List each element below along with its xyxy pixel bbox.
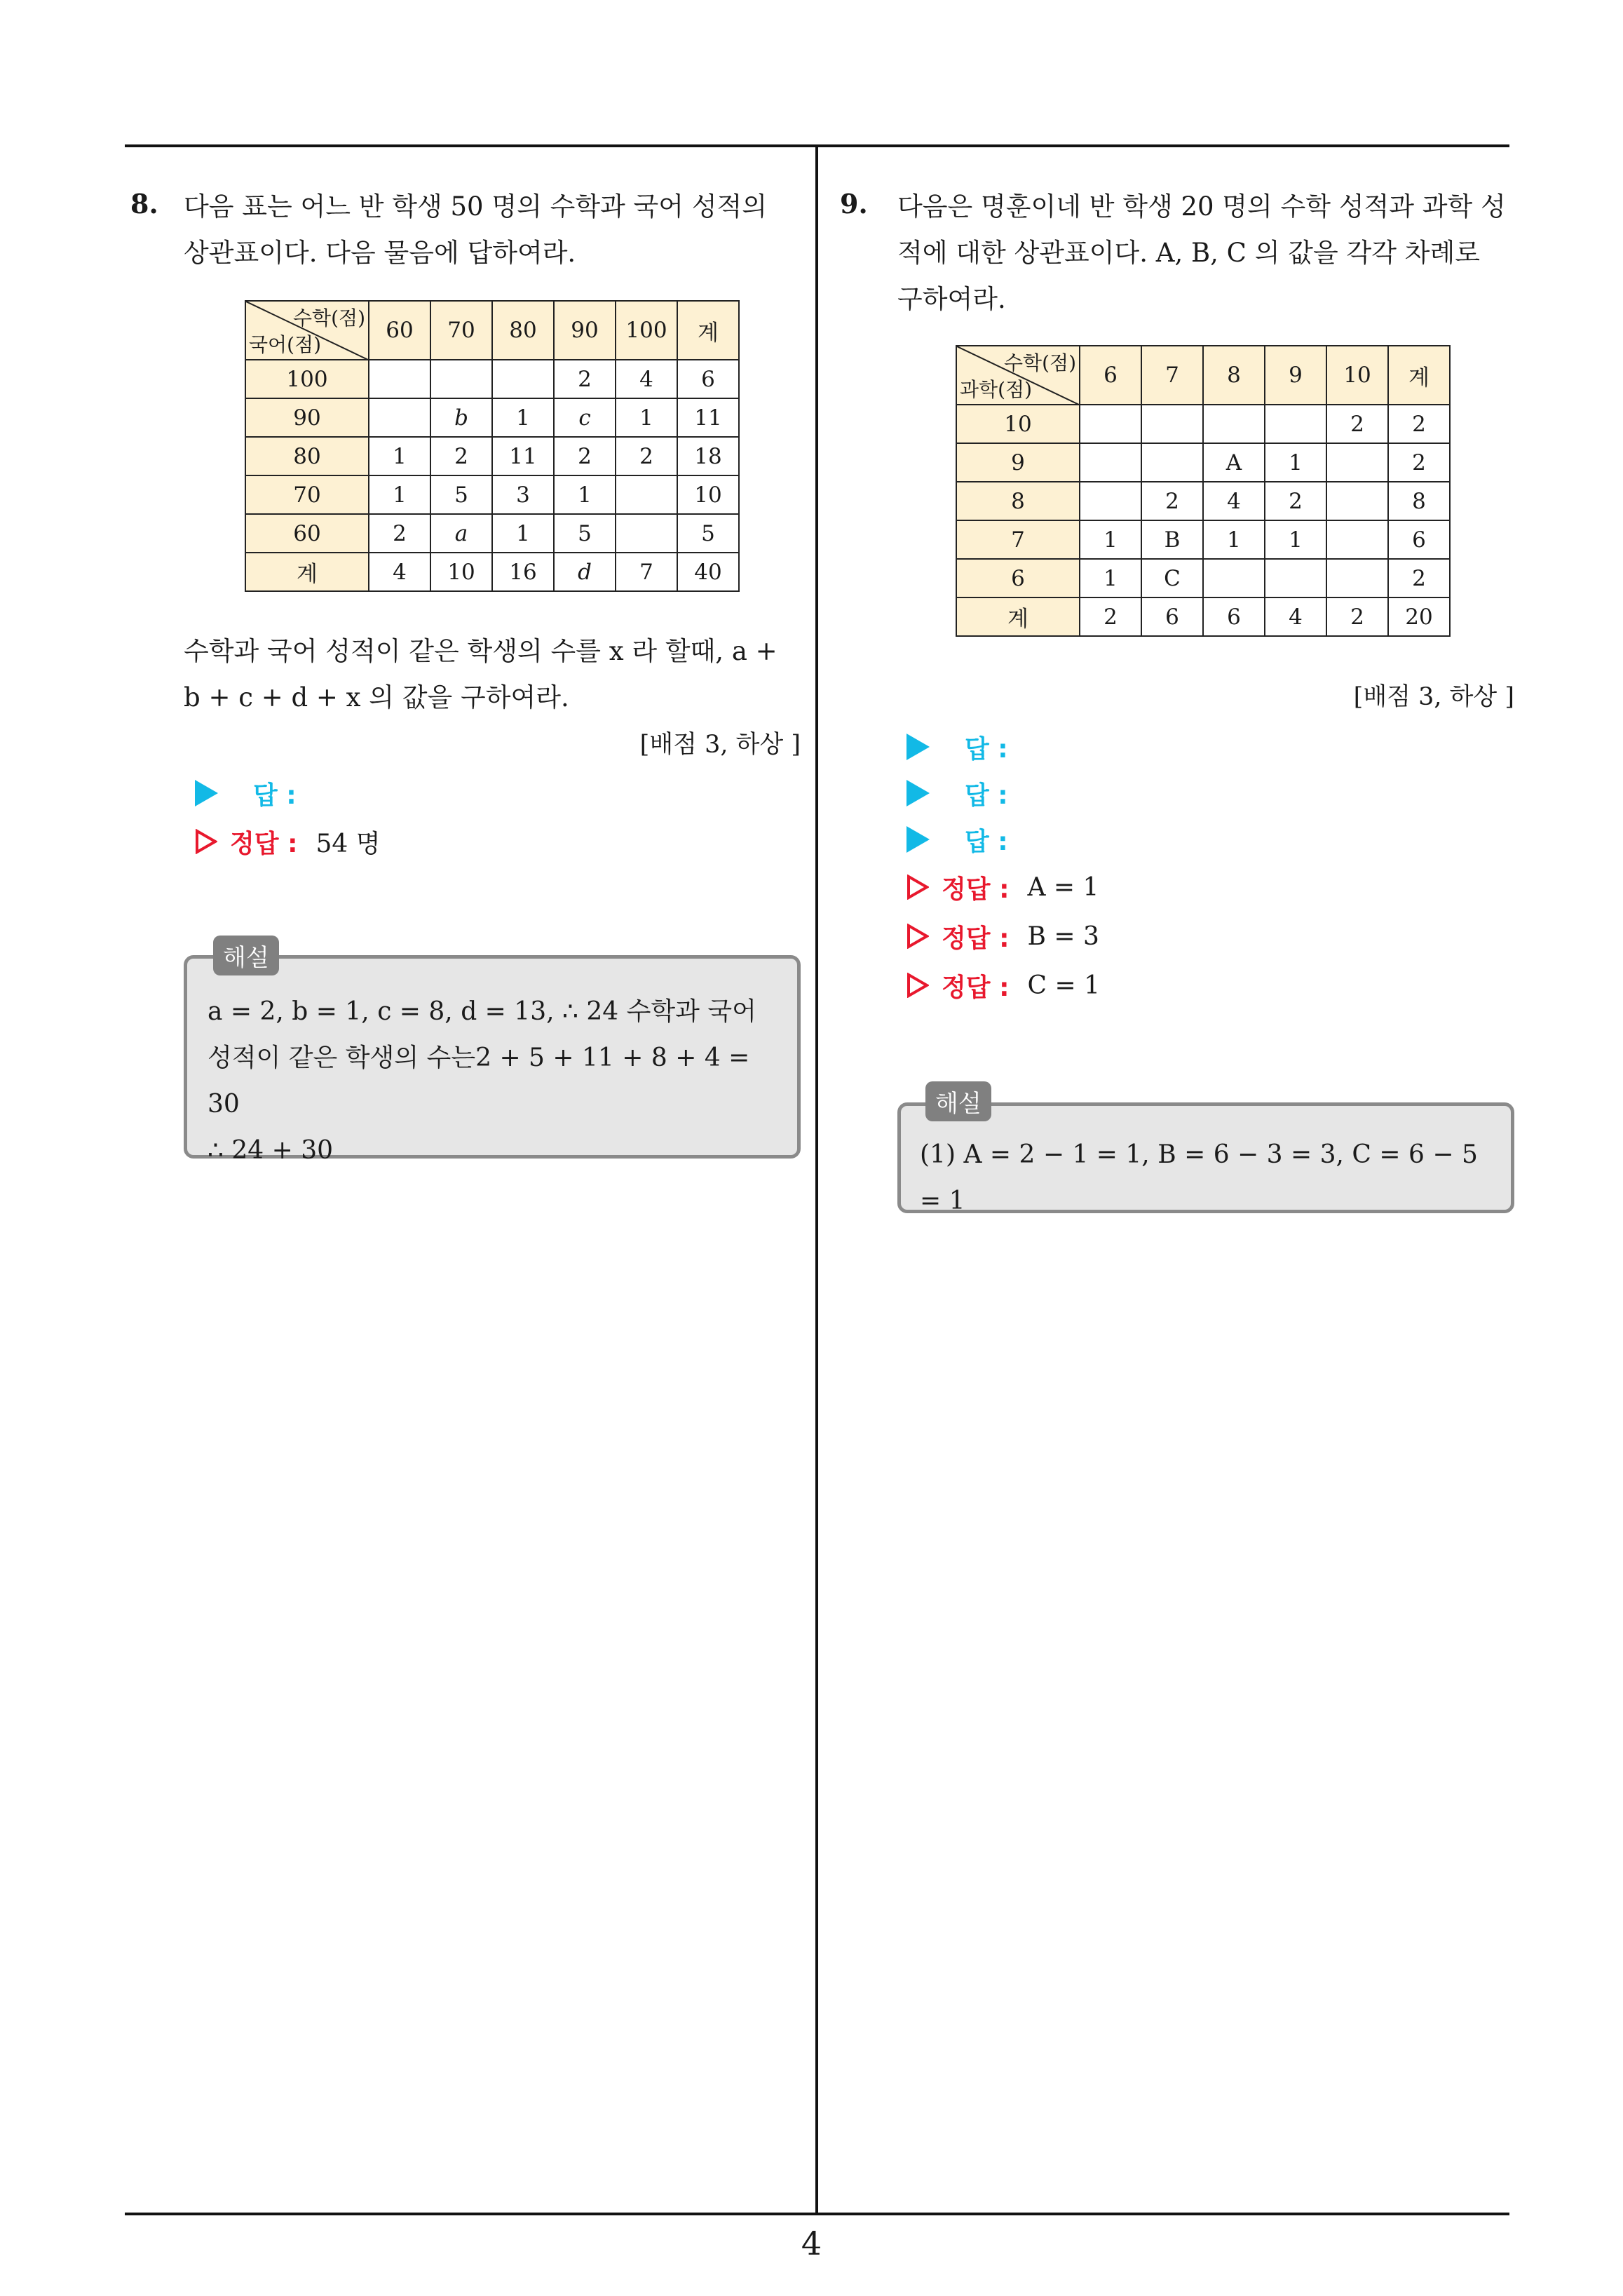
q8-col-header: 80 [492,301,554,360]
q9-table-cell: 2 [1388,443,1450,482]
q9-table-cell: 1 [1265,520,1326,559]
q8-table-cell: 2 [554,437,616,475]
q9-corner-bottom-label: 과학(점) [960,378,1032,401]
q9-table-cell: B [1141,520,1203,559]
q9-table-cell [1326,443,1388,482]
q9-correct-label: 정답 : [942,874,1010,904]
q8-table-cell: 6 [677,360,739,398]
outline-triangle-icon [195,829,217,854]
q9-col-header: 10 [1326,346,1388,405]
q9-correct-answer-line-3 [906,966,1100,1005]
q8-solution-line1: a = 2, b = 1, c = 8, d = 13, ∴ 24 수학과 국어 [208,997,756,1026]
q9-solution-line1: (1) A = 2 − 1 = 1, B = 6 − 3 = 3, C = 6 − 5 = 1 [920,1140,1478,1215]
q9-col-header: 7 [1141,346,1203,405]
q9-correlation-table [956,345,1451,637]
q8-table-cell [616,514,677,553]
q8-col-header: 계 [677,301,739,360]
q9-table-cell: 6 [1203,597,1265,636]
q8-row-header: 계 [245,553,369,591]
q9-correct-value: A = 1 [1027,872,1099,902]
q9-table-cell: 2 [1326,405,1388,443]
q9-stem-line1: 다음은 명훈이네 반 학생 20 명의 수학 성적과 과학 성 [897,191,1506,222]
q8-table-cell: 7 [616,553,677,591]
q8-answer-line [195,774,297,813]
q9-correct-value: C = 1 [1027,971,1100,1000]
q9-table-cell [1080,443,1141,482]
q8-table-cell: 1 [369,475,430,514]
q9-col-header: 8 [1203,346,1265,405]
q8-row-header: 90 [245,398,369,437]
q9-table-cell [1080,482,1141,520]
q8-col-header: 70 [430,301,492,360]
q8-table-cell: 1 [616,398,677,437]
q9-correct-value: B = 3 [1027,921,1099,951]
q9-answer-label: 답 : [965,734,1008,764]
q9-table-cell [1326,482,1388,520]
q8-table-cell [492,360,554,398]
q8-answer-label: 답 : [253,781,297,810]
q9-correct-answer-line-1 [906,867,1099,907]
q9-table-row [956,520,1450,559]
q9-answer-line-1 [906,727,1008,767]
filled-triangle-icon [195,780,218,806]
q8-table-cell: 10 [430,553,492,591]
bottom-rule [125,2213,1509,2215]
q9-table-cell [1203,559,1265,597]
q9-solution-tag: 해설 [925,1081,991,1121]
q8-correct-value: 54 명 [315,829,381,858]
q8-table-row [245,553,739,591]
q9-table-cell: 6 [1141,597,1203,636]
q9-row-header: 6 [956,559,1080,597]
q8-correlation-table [245,300,740,592]
q8-correct-label: 정답 : [230,829,298,858]
q8-table-row [245,437,739,475]
q8-row-header: 70 [245,475,369,514]
q8-table-cell: d [554,553,616,591]
q9-table-cell [1141,405,1203,443]
q8-table-row [245,360,739,398]
q9-table-cell [1326,520,1388,559]
q8-table-cell: 5 [554,514,616,553]
q9-table-cell: 1 [1080,559,1141,597]
q8-table-cell: 4 [616,360,677,398]
q8-table-cell: 10 [677,475,739,514]
q8-table-row [245,398,739,437]
q8-solution-tag: 해설 [213,936,279,975]
q9-col-header: 6 [1080,346,1141,405]
q9-correct-label: 정답 : [942,973,1010,1002]
outline-triangle-icon [906,924,929,949]
q9-table-cell: C [1141,559,1203,597]
q8-table-row [245,514,739,553]
q8-table-cell [430,360,492,398]
q8-table-cell: 5 [430,475,492,514]
q9-row-header: 8 [956,482,1080,520]
q9-correct-label: 정답 : [942,924,1010,953]
q9-solution-text [920,1132,1502,1224]
column-divider [815,144,818,2215]
q8-number: 8. [130,188,158,220]
q9-table-cell: 2 [1388,405,1450,443]
q8-table-cell: a [430,514,492,553]
q8-score-meta: [배점 3, 하상 ] [639,731,801,759]
q8-table-cell: 1 [492,514,554,553]
q8-row-header: 80 [245,437,369,475]
q9-score-meta: [배점 3, 하상 ] [1353,683,1514,711]
q8-table-cell [369,360,430,398]
q8-corner-bottom-label: 국어(점) [249,333,321,356]
q9-answer-line-3 [906,820,1008,859]
q9-col-header: 계 [1388,346,1450,405]
q8-table-cell: 1 [369,437,430,475]
q8-solution-text [208,989,782,1174]
q8-table-cell: 1 [554,475,616,514]
q9-table-row [956,405,1450,443]
q8-solution-line2: 성적이 같은 학생의 수는2 + 5 + 11 + 8 + 4 = 30 [208,1044,750,1119]
q8-table-cell: 2 [369,514,430,553]
q9-table-cell: 2 [1326,597,1388,636]
q9-answer-label: 답 : [965,781,1008,810]
q9-table-corner [956,346,1080,405]
q9-table-row [956,482,1450,520]
q8-table-cell: 1 [492,398,554,437]
q8-subquestion [184,628,801,721]
q9-row-header: 7 [956,520,1080,559]
q9-correct-answer-line-2 [906,917,1099,956]
q9-table-cell [1265,405,1326,443]
q9-table-cell [1265,559,1326,597]
q9-number: 9. [840,188,868,220]
q9-table-cell: 6 [1388,520,1450,559]
outline-triangle-icon [906,973,929,998]
q8-solution-line3: ∴ 24 + 30 [208,1136,334,1165]
q9-table-cell: A [1203,443,1265,482]
q8-table-cell: 11 [492,437,554,475]
q9-stem-line3: 구하여라. [897,284,1006,314]
outline-triangle-icon [906,874,929,900]
q9-table-cell [1203,405,1265,443]
q8-table-cell: 2 [616,437,677,475]
q9-table-cell: 4 [1203,482,1265,520]
q8-sub-line1: 수학과 국어 성적이 같은 학생의 수를 x 라 할때, a + [184,636,777,666]
q8-corner-top-label: 수학(점) [293,306,365,330]
q9-table-cell: 2 [1388,559,1450,597]
q8-table-cell: c [554,398,616,437]
q8-table-cell: 18 [677,437,739,475]
q8-table-cell [616,475,677,514]
q8-stem [184,184,801,276]
q8-sub-line2: b + c + d + x 의 값을 구하여라. [184,682,569,713]
q9-table-cell [1141,443,1203,482]
q9-table-cell: 1 [1203,520,1265,559]
q8-table-cell: 16 [492,553,554,591]
q9-answer-line-2 [906,774,1008,813]
q9-table-cell: 2 [1080,597,1141,636]
q8-table-cell: 4 [369,553,430,591]
filled-triangle-icon [906,780,930,806]
q9-stem-line2: 적에 대한 상관표이다. A, B, C 의 값을 각각 차례로 [897,238,1480,268]
q8-table-corner [245,301,369,360]
q9-table-cell [1326,559,1388,597]
q9-table-row [956,597,1450,636]
q8-table-cell: 5 [677,514,739,553]
q8-table-row [245,475,739,514]
q9-table-cell: 8 [1388,482,1450,520]
q8-table-cell: b [430,398,492,437]
q9-stem [897,184,1514,323]
q9-table-cell [1080,405,1141,443]
q9-row-header: 9 [956,443,1080,482]
q9-table-cell: 2 [1265,482,1326,520]
q9-table-row [956,559,1450,597]
q9-answer-label: 답 : [965,827,1008,856]
q8-table-cell [369,398,430,437]
q9-col-header: 9 [1265,346,1326,405]
q9-row-header: 10 [956,405,1080,443]
filled-triangle-icon [906,734,930,760]
q9-table-cell: 20 [1388,597,1450,636]
q8-table-cell: 40 [677,553,739,591]
q8-col-header: 100 [616,301,677,360]
q8-row-header: 60 [245,514,369,553]
q9-table-cell: 4 [1265,597,1326,636]
q9-table-cell: 1 [1265,443,1326,482]
q8-table-cell: 2 [430,437,492,475]
q8-correct-answer-line [195,822,381,861]
q9-row-header: 계 [956,597,1080,636]
filled-triangle-icon [906,826,930,853]
q8-stem-line2: 상관표이다. 다음 물음에 답하여라. [184,238,576,268]
q9-corner-top-label: 수학(점) [1004,351,1076,374]
q9-table-cell: 2 [1141,482,1203,520]
q8-col-header: 60 [369,301,430,360]
q8-row-header: 100 [245,360,369,398]
q8-col-header: 90 [554,301,616,360]
q8-table-cell: 11 [677,398,739,437]
q8-table-cell: 2 [554,360,616,398]
q9-table-row [956,443,1450,482]
q9-table-cell: 1 [1080,520,1141,559]
q8-stem-line1: 다음 표는 어느 반 학생 50 명의 수학과 국어 성적의 [184,191,768,222]
q8-table-cell: 3 [492,475,554,514]
page-number: 4 [801,2224,822,2262]
